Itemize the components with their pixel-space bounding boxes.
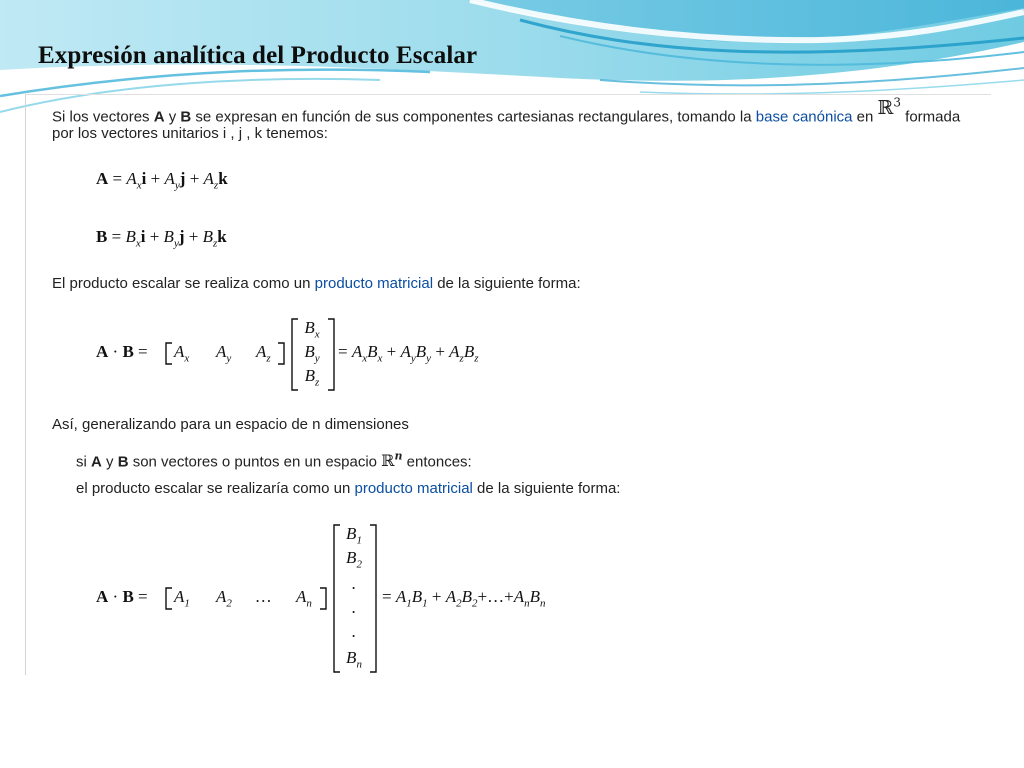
matrix3-rhs (338, 342, 479, 364)
mn-rhs-t1b-sub: 1 (422, 597, 428, 610)
rn-symbol (381, 451, 402, 470)
mn-lhs-b: B (122, 587, 134, 606)
mn-col-entry-base: B (346, 548, 357, 567)
mn-col-entry-sub: 1 (356, 534, 362, 547)
m3-lhs-b: B (122, 342, 134, 361)
m3-rhs-t1a: A (351, 342, 363, 361)
m3-rhs-t3a-sub: z (459, 352, 464, 365)
mn-col-entry-base: . (351, 622, 357, 641)
m3-col-cell (294, 366, 330, 388)
mn-row-entry-sub: 2 (226, 597, 232, 610)
mn-row-entry-base: … (256, 587, 272, 606)
general-line-2-pre: si (76, 453, 91, 471)
m3-col-entry-sub: x (314, 328, 320, 341)
slide-title: Expresión analítica del Producto Escalar (38, 42, 478, 69)
mn-col-entry-base: B (346, 524, 357, 543)
mn-col-entry-base: . (351, 598, 357, 617)
mn-rhs-t3a-sub: n (524, 597, 530, 610)
m3-col-entry (304, 342, 320, 365)
mn-col-entry (352, 622, 356, 641)
rn-base: ℝ (381, 451, 395, 471)
m3-row-entry-base: A (216, 342, 227, 361)
equation-vector-a (96, 169, 228, 191)
mn-rhs-t2b: B (461, 587, 472, 606)
r3-base: ℝ (877, 97, 894, 120)
m3-rhs-equals: = (338, 342, 352, 361)
eq-a-plus-2: + (185, 169, 204, 188)
intro-text-post: formada (900, 108, 961, 126)
general-line-2-post: entonces: (402, 453, 472, 471)
mn-row-entry (174, 587, 190, 609)
m3-col-entry (304, 366, 320, 389)
equation-vector-b (96, 227, 227, 249)
eq-a-unit-i: i (141, 169, 147, 188)
intro-text-pre: Si los vectores (52, 108, 154, 126)
mn-col-cell (336, 622, 372, 642)
matrix-paragraph-pre: El producto escalar se realiza como un (52, 275, 315, 292)
mn-col-entry-sub: n (356, 658, 362, 671)
eq-b-sub-y: y (173, 237, 179, 250)
mn-col-entry (346, 648, 362, 671)
m3-equals: = (133, 342, 148, 361)
producto-matricial-link-1[interactable]: producto matricial (314, 275, 434, 292)
general-vector-a: A (91, 453, 102, 471)
m3-rhs-t2a-sub: y (410, 352, 416, 365)
general-line-3-post: de la siguiente forma: (472, 480, 621, 497)
matrix-paragraph (52, 274, 581, 294)
m3-rhs-plus-2: + (431, 342, 450, 361)
m3-rhs-t3b: B (463, 342, 475, 361)
r3-symbol (878, 97, 901, 119)
mn-col-right-bracket (368, 524, 378, 674)
mn-rhs-t3b-sub: n (539, 597, 546, 610)
mn-col-entry-sub: 2 (356, 558, 362, 571)
eq-b-sub-z: z (212, 237, 218, 250)
m3-rhs-t2a: A (400, 342, 411, 361)
m3-row-entry (216, 342, 231, 364)
eq-b-plus-2: + (184, 227, 203, 246)
mn-row-left-bracket (164, 587, 174, 611)
mn-row-entry-base: A (174, 587, 185, 606)
m3-rhs-t1b: B (367, 342, 378, 361)
intro-text-mid: se expresan en función de sus componentes cartesianas rectangulares, tomando la (191, 108, 756, 126)
m3-col-cell (294, 318, 330, 340)
mn-col-cell (336, 574, 372, 594)
m3-row-entry-sub: x (184, 352, 190, 365)
mn-rhs-t2a-sub: 2 (456, 597, 462, 610)
m3-row-entry-base: A (174, 342, 185, 361)
m3-rhs-plus-1: + (382, 342, 401, 361)
mn-row-right-bracket (318, 587, 328, 611)
mn-col-cell (336, 598, 372, 618)
base-canonica-link[interactable]: base canónica (755, 108, 853, 126)
mn-row-entry-sub: n (306, 597, 312, 610)
m3-rhs-t2b-sub: y (426, 352, 432, 365)
eq-b-comp-y: B (163, 227, 174, 246)
mn-row-entry (296, 587, 312, 609)
mn-rhs-t1a-sub: 1 (406, 597, 412, 610)
general-line-1: Así, generalizando para un espacio de n dimensiones (52, 416, 409, 433)
matrix-paragraph-post: de la siguiente forma: (433, 275, 581, 292)
mn-col-entry (352, 574, 356, 593)
mn-rhs-t1b: B (411, 587, 423, 606)
eq-b-comp-x: B (125, 227, 136, 246)
mn-row-entry (256, 587, 271, 607)
m3-col-right-bracket (326, 318, 336, 392)
producto-matricial-link-2[interactable]: producto matricial (354, 480, 473, 497)
m3-lhs-a: A (96, 342, 109, 361)
intro-text-en: en (852, 108, 878, 126)
m3-row-entry (174, 342, 189, 364)
mn-col-cell (336, 548, 372, 570)
m3-row-entry-sub: y (226, 352, 232, 365)
m3-rhs-t1b-sub: x (377, 352, 383, 365)
mn-equals: = (133, 587, 148, 606)
eq-a-unit-k: k (218, 169, 228, 188)
eq-a-sub-x: x (136, 179, 142, 192)
mn-col-entry-base: . (351, 574, 357, 593)
mn-row-entry-base: A (296, 587, 307, 606)
m3-row-left-bracket (164, 342, 174, 366)
eq-a-unit-j: j (179, 169, 186, 188)
m3-col-entry-base: B (304, 366, 316, 385)
eq-a-comp-x: A (126, 169, 137, 188)
mn-rhs-t1a: A (395, 587, 407, 606)
m3-col-cell (294, 342, 330, 364)
rn-exponent: n (394, 450, 403, 463)
vector-b-label: B (180, 108, 192, 126)
general-line-3-pre: el producto escalar se realizaría como un (76, 480, 355, 497)
m3-col-entry-sub: z (315, 376, 320, 389)
m3-col-entry (304, 318, 320, 341)
mn-rhs-plus-2: + (477, 587, 488, 606)
general-vector-b: B (117, 453, 129, 471)
mn-dot: · (108, 587, 123, 606)
general-line-3 (76, 479, 620, 499)
mn-col-entry (352, 598, 356, 617)
eq-b-unit-k: k (217, 227, 227, 246)
intro-and: y (164, 108, 181, 126)
mn-rhs-ellipsis: … (487, 587, 505, 606)
intro-line-2: por los vectores unitarios i , j , k tenemos: (52, 125, 328, 142)
m3-rhs-t3a: A (449, 342, 460, 361)
mn-col-cell (336, 524, 372, 546)
eq-a-comp-y: A (164, 169, 175, 188)
m3-col-entry-sub: y (314, 352, 320, 365)
mn-rhs-t3b: B (529, 587, 540, 606)
m3-row-entry-base: A (256, 342, 267, 361)
eq-b-comp-z: B (202, 227, 213, 246)
general-and: y (101, 453, 118, 471)
matrixn-rhs (382, 587, 545, 609)
m3-row-entry-sub: z (266, 352, 271, 365)
eq-b-plus-1: + (145, 227, 164, 246)
general-line-2 (76, 447, 472, 472)
m3-rhs-t1a-sub: x (362, 352, 368, 365)
mn-rhs-equals: = (382, 587, 396, 606)
eq-a-comp-z: A (203, 169, 214, 188)
m3-rhs-t2b: B (415, 342, 427, 361)
mn-rhs-plus-3: + (504, 587, 514, 606)
eq-b-unit-j: j (178, 227, 185, 246)
r3-exponent: 3 (893, 96, 901, 110)
matrix3-lhs (96, 342, 148, 362)
eq-a-equals: = (108, 169, 127, 188)
mn-rhs-plus-1: + (427, 587, 446, 606)
mn-col-entry-base: B (346, 648, 357, 667)
m3-dot: · (108, 342, 123, 361)
m3-row-right-bracket (276, 342, 286, 366)
m3-rhs-t3b-sub: z (474, 352, 479, 365)
mn-row-entry-sub: 1 (184, 597, 190, 610)
m3-col-entry-base: B (304, 318, 315, 337)
mn-row-entry (216, 587, 232, 609)
mn-row-entry-base: A (216, 587, 227, 606)
general-line-2-mid: son vectores o puntos en un espacio (128, 453, 382, 471)
mn-rhs-t2b-sub: 2 (472, 597, 478, 610)
eq-a-sub-y: y (174, 179, 180, 192)
mn-col-entry (346, 524, 362, 547)
eq-b-equals: = (107, 227, 126, 246)
vector-a-label: A (153, 108, 165, 126)
mn-lhs-a: A (96, 587, 109, 606)
eq-b-sub-x: x (135, 237, 141, 250)
mn-rhs-t3a: A (513, 587, 525, 606)
mn-rhs-t2a: A (445, 587, 457, 606)
eq-a-lhs: A (96, 169, 109, 188)
eq-a-plus-1: + (146, 169, 165, 188)
eq-b-lhs: B (96, 227, 108, 246)
mn-col-cell (336, 648, 372, 670)
eq-b-unit-i: i (140, 227, 146, 246)
eq-a-sub-z: z (213, 179, 219, 192)
m3-row-entry (256, 342, 271, 364)
matrixn-lhs (96, 587, 148, 607)
mn-col-entry (346, 548, 362, 571)
m3-col-entry-base: B (304, 342, 315, 361)
